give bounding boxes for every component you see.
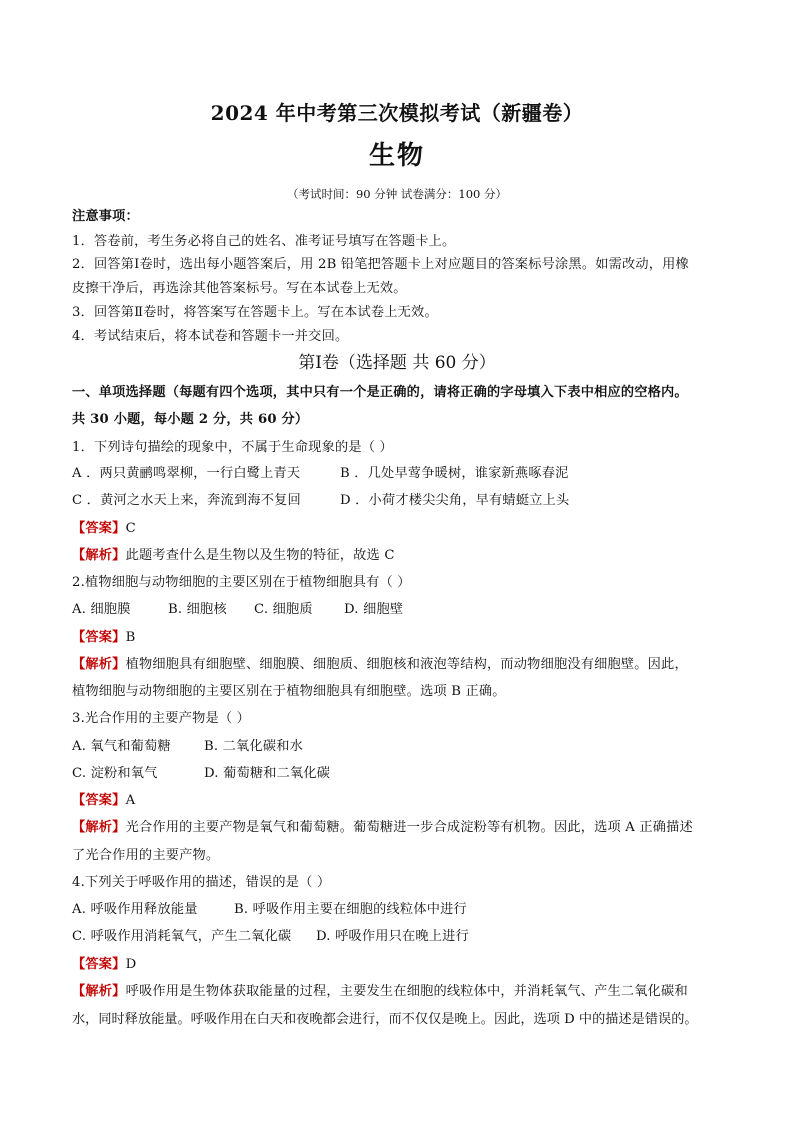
note-item: 皮擦干净后，再选涂其他答案标号。写在本试卷上无效。	[72, 281, 407, 296]
analysis-line	[72, 547, 395, 565]
option-c: C. 细胞质	[254, 602, 313, 617]
analysis-line	[72, 819, 693, 837]
question-stem: 4.下列关于呼吸作用的描述，错误的是（ ）	[72, 875, 331, 890]
exam-info: （考试时间：90 分钟 试卷满分：100 分）	[286, 187, 508, 201]
analysis-text: 此题考查什么是生物以及生物的特征，故选 C	[125, 548, 395, 563]
note-item: 2．回答第Ⅰ卷时，选出每小题答案后，用 2B 铅笔把答题卡上对应题目的答案标号涂黑。如需改动，用橡	[72, 257, 689, 272]
analysis-text: 了光合作用的主要产物。	[72, 848, 220, 863]
option-b: B. 二氧化碳和水	[204, 739, 303, 754]
analysis-line	[72, 656, 688, 674]
analysis-text: 植物细胞具有细胞壁、细胞膜、细胞质、细胞核和液泡等结构，而动物细胞没有细胞壁。因此，	[125, 657, 688, 672]
option-b: B. 细胞核	[168, 602, 227, 617]
analysis-line	[72, 983, 688, 1001]
answer-tag: 【答案】	[72, 630, 126, 645]
analysis-text: 植物细胞与动物细胞的主要区别在于植物细胞具有细胞壁。选项 B 正确。	[72, 684, 506, 699]
option-line	[72, 492, 569, 510]
answer-line	[72, 629, 135, 647]
exam-title: 2024 年中考第三次模拟考试（新疆卷）	[210, 101, 584, 125]
answer-line	[72, 956, 136, 974]
option-line	[72, 928, 469, 946]
section-instruction: 一、单项选择题（每题有四个选项，其中只有一个是正确的，请将正确的字母填入下表中相应的空格内。	[72, 385, 688, 400]
option-b: B ．几处早莺争暖树，谁家新燕啄春泥	[340, 466, 569, 481]
option-a: A. 呼吸作用释放能量	[72, 902, 198, 917]
option-d: D. 细胞壁	[344, 602, 404, 617]
answer-value: B	[125, 630, 136, 645]
question-stem: 2.植物细胞与动物细胞的主要区别在于植物细胞具有（ ）	[72, 575, 411, 590]
answer-value: C	[125, 521, 136, 536]
analysis-text: 水，同时释放能量。呼吸作用在白天和夜晚都会进行，而不仅仅是晚上。因此，选项 D 中的描述是错误的。	[72, 1012, 698, 1027]
note-item: 3．回答第Ⅱ卷时，将答案写在答题卡上。写在本试卷上无效。	[72, 305, 438, 320]
answer-tag: 【答案】	[72, 793, 126, 808]
answer-value: D	[125, 957, 137, 972]
option-a: A. 氧气和葡萄糖	[72, 739, 171, 754]
answer-line	[72, 792, 135, 810]
analysis-tag: 【解析】	[72, 548, 126, 563]
option-c: C ．黄河之水天上来，奔流到海不复回	[72, 493, 301, 508]
analysis-tag: 【解析】	[72, 984, 126, 999]
option-line	[72, 601, 403, 619]
option-line	[72, 738, 303, 756]
note-item: 4．考试结束后，将本试卷和答题卡一并交回。	[72, 329, 349, 344]
option-line	[72, 465, 568, 483]
answer-line	[72, 520, 136, 538]
option-a: A ．两只黄鹂鸣翠柳，一行白鹭上青天	[72, 466, 301, 481]
option-c: C. 呼吸作用消耗氧气，产生二氧化碳	[72, 929, 292, 944]
section-instruction: 共 30 小题，每小题 2 分，共 60 分）	[72, 412, 309, 427]
answer-tag: 【答案】	[72, 957, 126, 972]
subject-title: 生物	[368, 141, 425, 171]
option-b: B. 呼吸作用主要在细胞的线粒体中进行	[234, 902, 467, 917]
option-d: D. 葡萄糖和二氧化碳	[204, 766, 331, 781]
option-a: A. 细胞膜	[72, 602, 131, 617]
option-c: C. 淀粉和氧气	[72, 766, 158, 781]
option-line	[72, 901, 467, 919]
option-line	[72, 765, 330, 783]
option-d: D. 呼吸作用只在晚上进行	[316, 929, 469, 944]
section-heading: 第Ⅰ卷（选择题 共 60 分）	[298, 353, 496, 373]
answer-value: A	[125, 793, 136, 808]
option-d: D ．小荷才楼尖尖角，早有蜻蜓立上头	[340, 493, 570, 508]
analysis-tag: 【解析】	[72, 657, 126, 672]
note-item: 1．答卷前，考生务必将自己的姓名、准考证号填写在答题卡上。	[72, 234, 456, 249]
analysis-text: 光合作用的主要产物是氧气和葡萄糖。葡萄糖进一步合成淀粉等有机物。因此，选项 A 正确描述	[125, 820, 693, 835]
question-stem: 1．下列诗句描绘的现象中，不属于生命现象的是（ ）	[72, 440, 393, 455]
notes-heading: 注意事项：	[72, 209, 139, 224]
analysis-text: 呼吸作用是生物体获取能量的过程，主要发生在细胞的线粒体中，并消耗氧气、产生二氧化碳和	[125, 984, 688, 999]
question-stem: 3.光合作用的主要产物是（ ）	[72, 711, 251, 726]
answer-tag: 【答案】	[72, 521, 126, 536]
analysis-tag: 【解析】	[72, 820, 126, 835]
